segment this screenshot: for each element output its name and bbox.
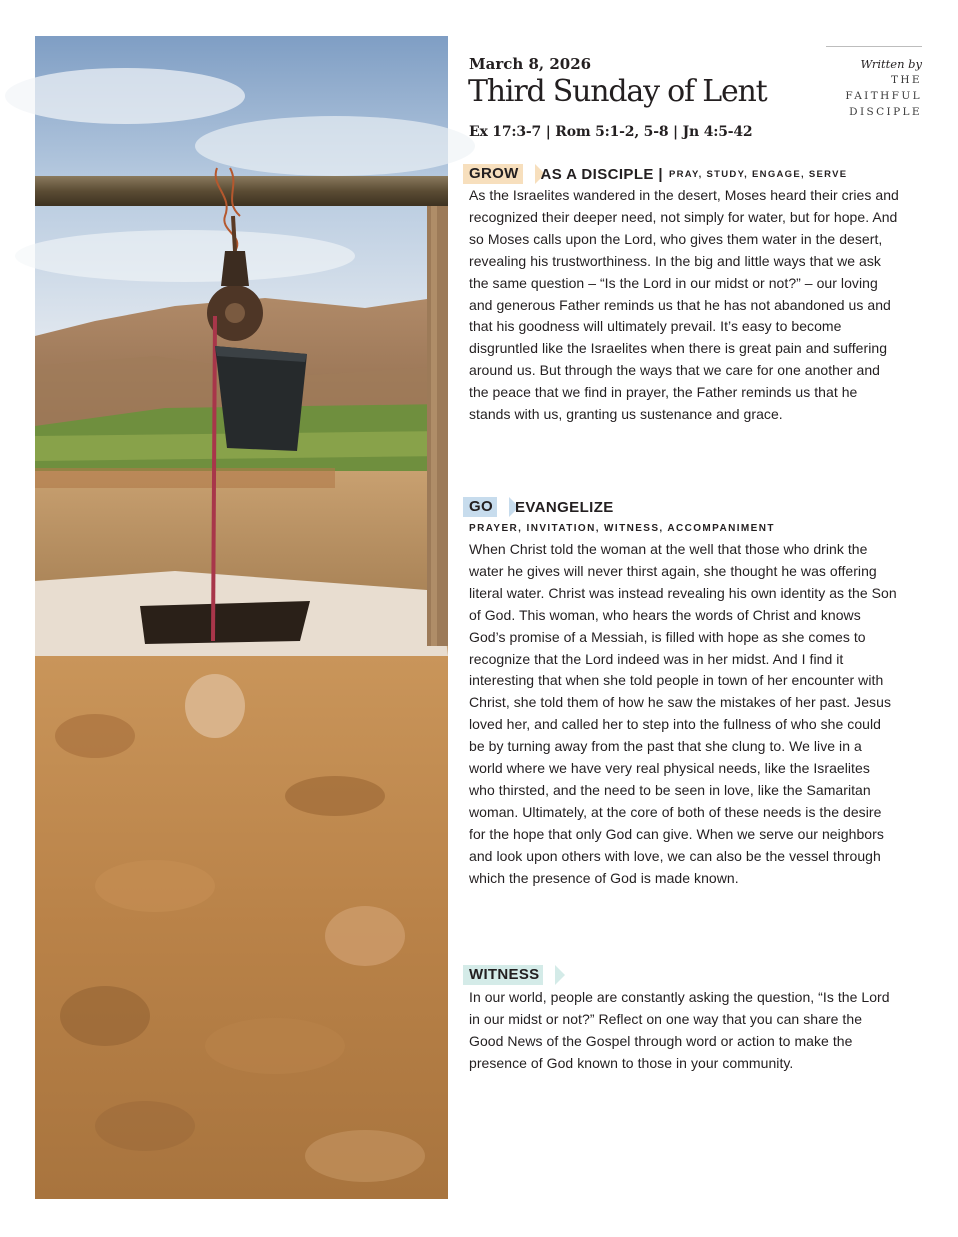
- grow-tag: GROW: [469, 164, 529, 184]
- go-heading-text: EVANGELIZE: [514, 498, 614, 516]
- go-section: [469, 496, 899, 890]
- grow-body: As the Israelites wandered in the desert, Moses heard their cries and recognized their deeper need, not simply for water, but for hope. And so Moses calls upon the Lord, who gives them water in the desert, revealing his trustworthiness. In the big and little ways that we ask the same question – “Is the Lord in our midst or not?” – our loving and generous Father reminds us that he has not abandoned us and that his goodness will ultimately prevail. It’s easy to become disgruntled like the Israelites when there is great pain and suffering around us. But through the ways that we care for one another and the peace that we find in prayer, the Father reminds us that he stands with us, granting us sustenance and grace.: [469, 187, 899, 423]
- well-illustration: [35, 36, 448, 1199]
- grow-heading-text: AS A DISCIPLE |: [540, 165, 663, 183]
- byline: [826, 46, 922, 120]
- grow-subheading: PRAY, STUDY, ENGAGE, SERVE: [668, 168, 848, 180]
- grow-section: [469, 163, 899, 426]
- witness-heading: [469, 964, 899, 986]
- date: March 8, 2026: [469, 55, 592, 73]
- go-tag: GO: [469, 497, 503, 517]
- witness-section: [469, 964, 899, 1075]
- brand-line-1: THE: [890, 74, 922, 86]
- witness-tag: WITNESS: [469, 965, 549, 985]
- brand-line-2: FAITHFUL: [845, 90, 922, 102]
- written-by-label: Written by: [860, 57, 922, 71]
- go-heading: [469, 496, 899, 518]
- brand-line-3: DISCIPLE: [849, 106, 922, 118]
- go-subheading: PRAYER, INVITATION, WITNESS, ACCOMPANIMENT: [469, 523, 775, 534]
- go-body: When Christ told the woman at the well that those who drink the water he gives will never thirst again, she thought he was offering literal water. Christ was instead revealing his own identity as the Son of God. This woman, who hears the words of Christ and knows God’s promise of a Messiah, is filled with hope as she comes to recognize that the Lord indeed was in her midst. And I find it interesting that when she told people in town of her encounter with Christ, she told them of how he saw the mistakes of her past. Jesus loved her, and called her to step into the fullness of who she could be by turning away from the past that she clung to. We live in a world where we have very real physical needs, like the Israelites who thirsted, and the need to be seen in love, like the Samaritan woman. Ultimately, at the core of both of these needs is the desire for the hope that only God can give. When we serve our neighbors and look upon others with love, we can also be the vessel through which the presence of God is made known.: [469, 541, 897, 886]
- photo-credit: Getty Images/ Tatsiana Volskaya: [451, 1122, 457, 1221]
- page-title: Third Sunday of Lent: [468, 74, 767, 109]
- scripture-readings: Ex 17:3-7 | Rom 5:1-2, 5-8 | Jn 4:5-42: [469, 124, 753, 140]
- grow-heading: [469, 163, 899, 185]
- well-photo: [35, 36, 457, 1221]
- witness-body: In our world, people are constantly asking the question, “Is the Lord in our midst or not?” Reflect on one way that you can share the Good News of the Gospel through word or action to make the presence of God known to those in your community.: [469, 989, 890, 1071]
